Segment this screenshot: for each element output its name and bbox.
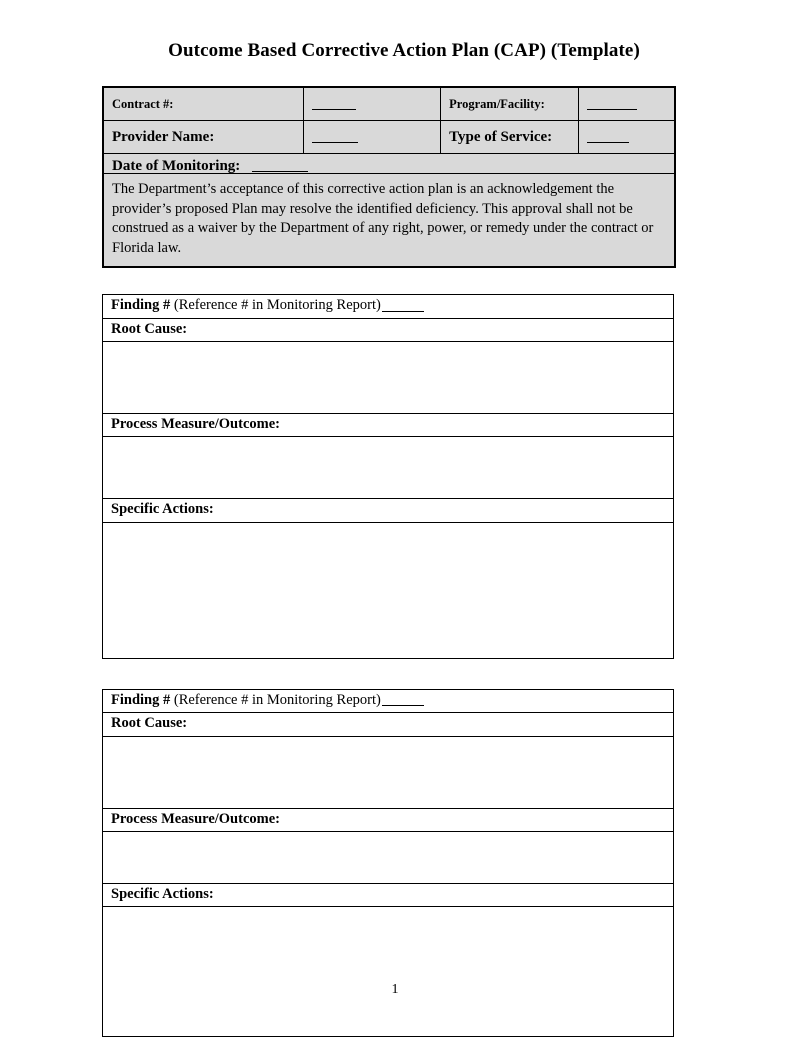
type-of-service-label: Type of Service:: [449, 129, 553, 145]
provider-name-value-cell[interactable]: [303, 121, 441, 154]
finding-1-note: (Reference # in Monitoring Report): [173, 297, 381, 314]
type-of-service-blank[interactable]: [587, 132, 629, 143]
findings-container: [102, 294, 674, 1037]
finding-2-process-measure-field[interactable]: [102, 832, 674, 884]
finding-2-specific-actions-label: [102, 884, 674, 907]
finding-1-root-cause-label: [102, 319, 674, 342]
contract-number-label-cell: [104, 88, 304, 121]
provider-name-label-cell: [104, 121, 304, 154]
process-measure-label: Process Measure/Outcome:: [111, 416, 280, 433]
finding-2-specific-actions-field[interactable]: [102, 907, 674, 1037]
process-measure-label: Process Measure/Outcome:: [111, 810, 280, 827]
finding-1-number-blank[interactable]: [382, 300, 424, 312]
finding-1-specific-actions-label: [102, 499, 674, 522]
root-cause-label: Root Cause:: [111, 715, 188, 732]
contract-number-label: Contract #:: [112, 97, 174, 111]
specific-actions-label: Specific Actions:: [111, 501, 214, 518]
finding-2-number-blank[interactable]: [382, 694, 424, 706]
root-cause-label: Root Cause:: [111, 320, 188, 337]
table-row: [104, 121, 675, 154]
type-of-service-value-cell[interactable]: [578, 121, 674, 154]
finding-section-1: [102, 294, 674, 659]
finding-2-note: (Reference # in Monitoring Report): [173, 691, 381, 708]
finding-2-label: Finding #: [111, 691, 171, 708]
date-of-monitoring-label: Date of Monitoring:: [112, 158, 241, 174]
provider-name-label: Provider Name:: [112, 129, 215, 145]
finding-1-specific-actions-field[interactable]: [102, 523, 674, 659]
page-number: 1: [391, 982, 399, 997]
provider-name-blank[interactable]: [312, 132, 358, 143]
header-info-block: [102, 86, 676, 268]
page-title: Outcome Based Corrective Action Plan (CAP) (Template): [168, 40, 640, 61]
finding-2-process-measure-label: [102, 809, 674, 832]
finding-2-root-cause-field[interactable]: [102, 737, 674, 809]
contract-number-value-cell[interactable]: [303, 88, 441, 121]
type-of-service-label-cell: [441, 121, 579, 154]
acceptance-statement: The Department’s acceptance of this corrective action plan is an acknowledgement the provider’s proposed Plan may resolve the identified deficiency. This approval shall not be construed as a waiver by the Department of any right, power, or remedy under the contract or Florida law.: [103, 174, 675, 267]
finding-1-root-cause-field[interactable]: [102, 342, 674, 414]
finding-1-process-measure-field[interactable]: [102, 437, 674, 499]
finding-2-root-cause-label: [102, 713, 674, 736]
finding-2-header[interactable]: [102, 689, 674, 713]
header-table: [103, 87, 675, 154]
finding-1-process-measure-label: [102, 414, 674, 437]
date-of-monitoring-blank[interactable]: [252, 161, 308, 172]
table-row: [104, 88, 675, 121]
program-facility-blank[interactable]: [587, 99, 637, 110]
program-facility-label: Program/Facility:: [449, 97, 545, 111]
contract-number-blank[interactable]: [312, 99, 356, 110]
finding-1-label: Finding #: [111, 297, 171, 314]
specific-actions-label: Specific Actions:: [111, 885, 214, 902]
finding-1-header[interactable]: [102, 294, 674, 318]
program-facility-label-cell: [441, 88, 579, 121]
date-of-monitoring-row[interactable]: [103, 154, 675, 174]
program-facility-value-cell[interactable]: [578, 88, 674, 121]
